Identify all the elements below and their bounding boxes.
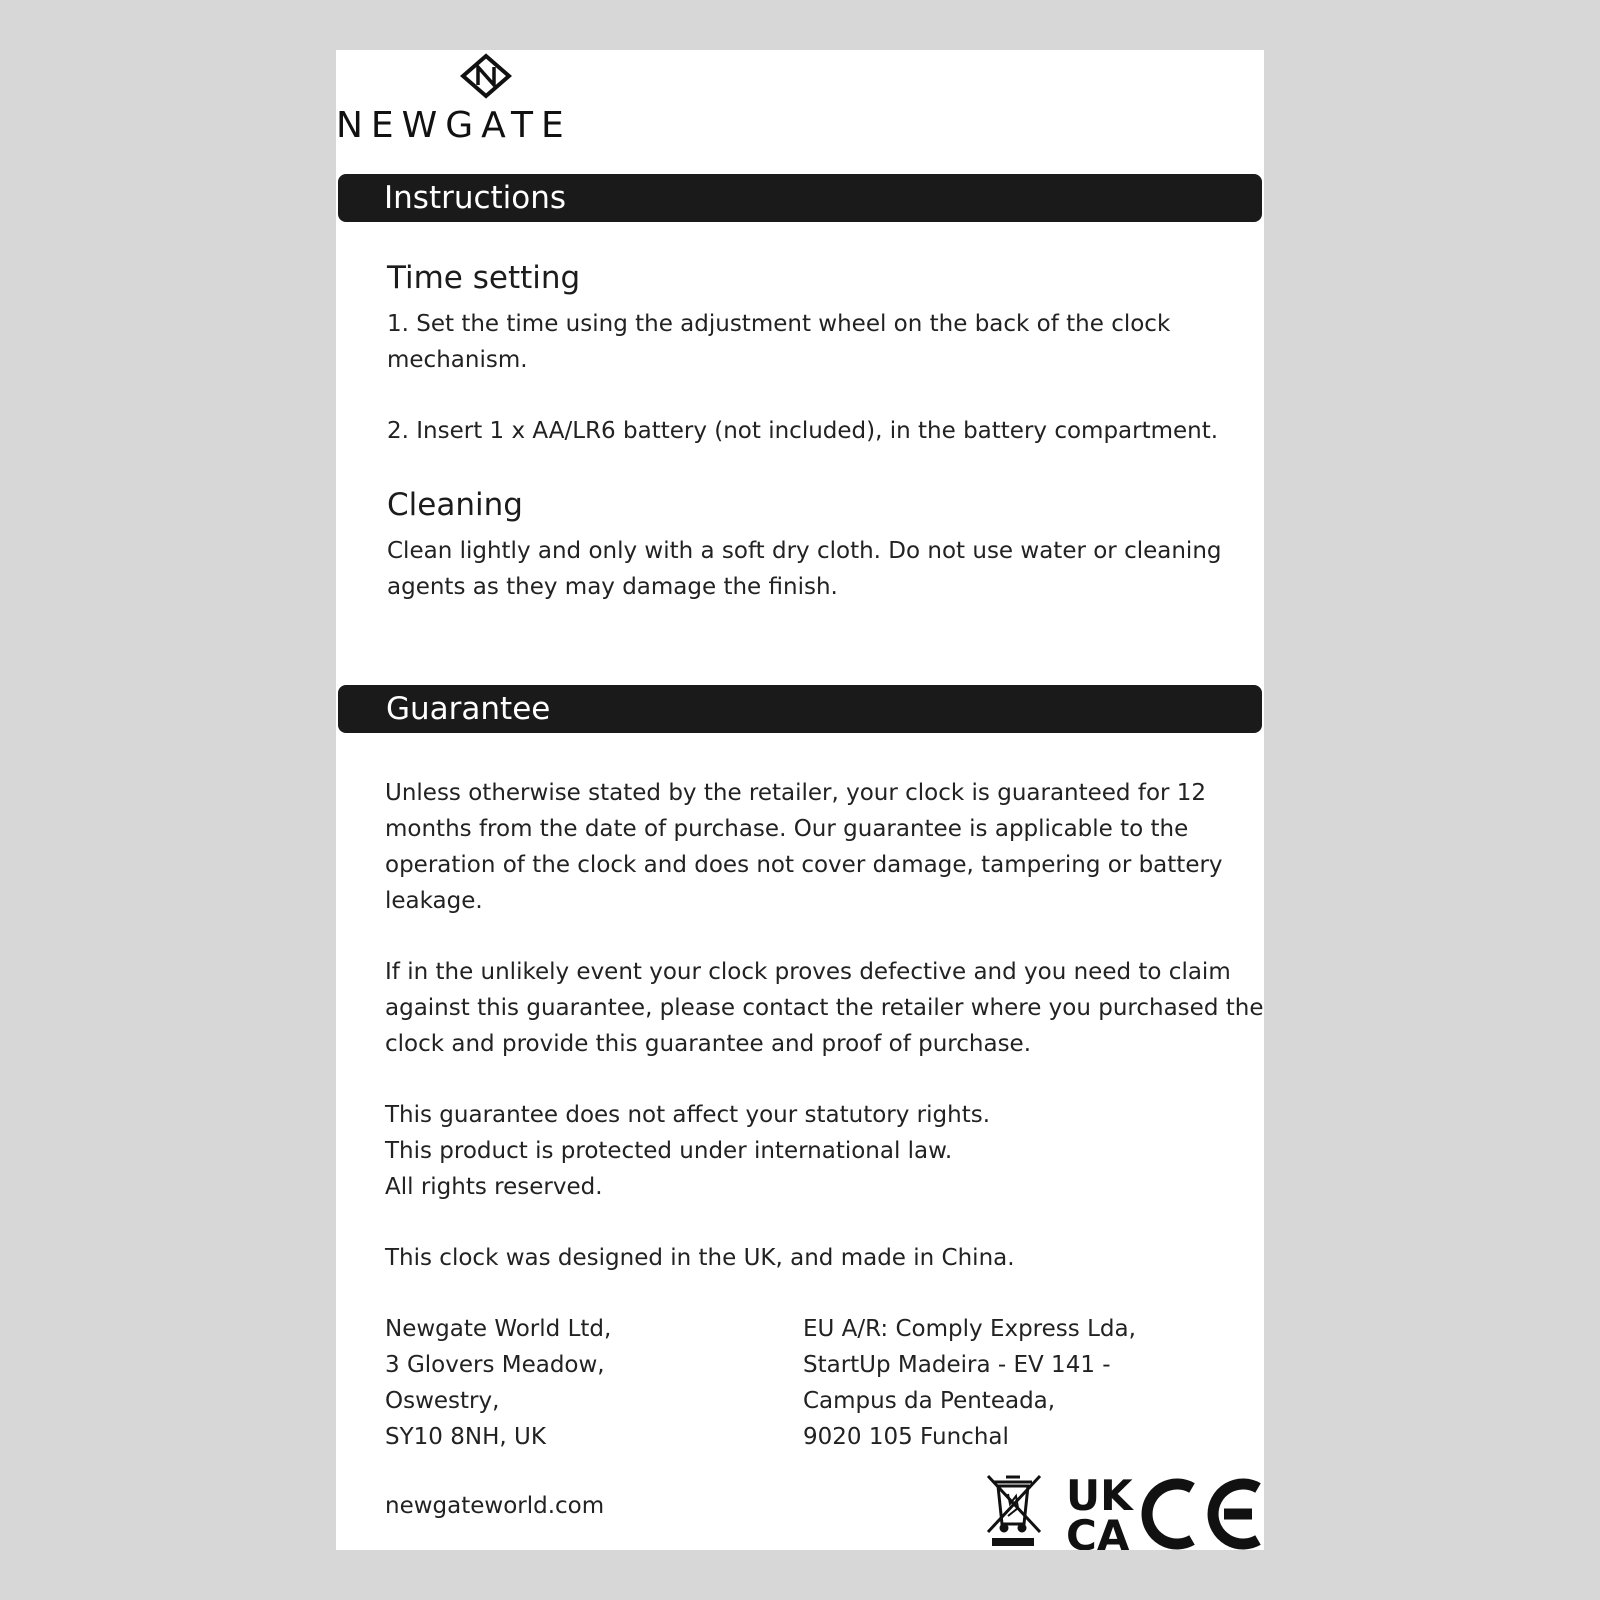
origin-statement: This clock was designed in the UK, and made in China.: [385, 1245, 1015, 1271]
guarantee-para1-line3: operation of the clock and does not cover damage, tampering or battery: [385, 852, 1223, 878]
instruction-sheet: [336, 50, 1264, 1550]
cleaning-line2: agents as they may damage the finish.: [387, 574, 838, 600]
guarantee-para2-line1: If in the unlikely event your clock proves defective and you need to claim: [385, 959, 1231, 985]
ukca-bottom-text: CA: [1066, 1511, 1130, 1550]
cleaning-title: Cleaning: [387, 487, 523, 523]
eu-address-line: EU A/R: Comply Express Lda,: [803, 1316, 1136, 1342]
guarantee-para3-line1: This guarantee does not affect your statutory rights.: [385, 1102, 991, 1128]
guarantee-header: Guarantee: [386, 691, 551, 727]
time-setting-step2: 2. Insert 1 x AA/LR6 battery (not included), in the battery compartment.: [387, 418, 1219, 444]
cleaning-line1: Clean lightly and only with a soft dry cloth. Do not use water or cleaning: [387, 538, 1222, 564]
compliance-marks: [986, 1474, 1264, 1550]
eu-address-line: Campus da Penteada,: [803, 1388, 1056, 1414]
guarantee-para1-line4: leakage.: [385, 888, 483, 914]
instructions-header-bar: [338, 174, 1262, 222]
eu-address-line: 9020 105 Funchal: [803, 1424, 1009, 1450]
guarantee-para3-line2: This product is protected under international law.: [385, 1138, 953, 1164]
uk-address-line: Oswestry,: [385, 1388, 500, 1414]
weee-bin-icon: [988, 1476, 1040, 1532]
time-setting-step1-line1: 1. Set the time using the adjustment wheel on the back of the clock: [387, 311, 1171, 337]
guarantee-para3-line3: All rights reserved.: [385, 1174, 603, 1200]
guarantee-para1-line1: Unless otherwise stated by the retailer, your clock is guaranteed for 12: [385, 780, 1207, 806]
eu-address-line: StartUp Madeira - EV 141 -: [803, 1352, 1111, 1378]
guarantee-para2-line2: against this guarantee, please contact the retailer where you purchased the: [385, 995, 1264, 1021]
time-setting-step1-line2: mechanism.: [387, 347, 528, 373]
ce-mark-icon: [1147, 1484, 1258, 1544]
guarantee-para1-line2: months from the date of purchase. Our guarantee is applicable to the: [385, 816, 1189, 842]
guarantee-header-bar: [338, 685, 1262, 733]
ukca-top-text: UK: [1066, 1474, 1133, 1520]
uk-address-line: SY10 8NH, UK: [385, 1424, 546, 1450]
brand-name: NEWGATE: [336, 105, 572, 146]
weee-bar-icon: [992, 1538, 1034, 1546]
website-link[interactable]: newgateworld.com: [385, 1493, 605, 1519]
guarantee-para2-line3: clock and provide this guarantee and proof of purchase.: [385, 1031, 1032, 1057]
instructions-header: Instructions: [384, 180, 567, 216]
uk-address-line: Newgate World Ltd,: [385, 1316, 612, 1342]
uk-address: [385, 1311, 611, 1455]
uk-address-line: 3 Glovers Meadow,: [385, 1352, 605, 1378]
time-setting-title: Time setting: [387, 260, 581, 296]
newgate-logo-icon: [460, 53, 512, 99]
eu-address: [803, 1311, 1136, 1455]
